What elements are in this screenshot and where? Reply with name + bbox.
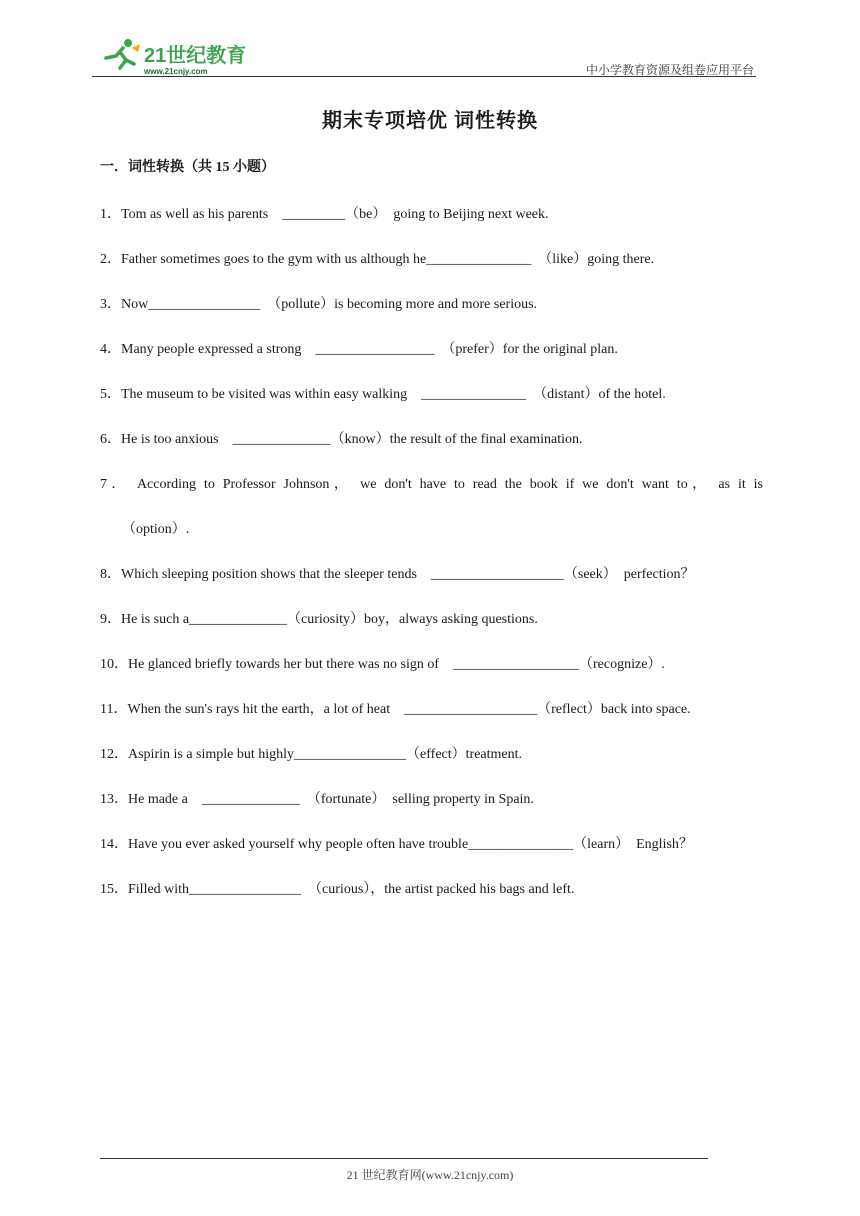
logo-url: www.21cnjy.com	[144, 67, 208, 76]
question-6: 6．He is too anxious ______________（know）the result of the final examination.	[100, 432, 583, 447]
question-2: 2．Father sometimes goes to the gym with us although he_______________ （like）going there.	[100, 252, 655, 267]
logo-text: 21世纪教育	[144, 45, 247, 67]
question-13: 13．He made a ______________ （fortunate） selling property in Spain.	[100, 792, 534, 807]
question-10: 10．He glanced briefly towards her but there was no sign of __________________（recognize）.	[100, 657, 665, 672]
header-platform-text: 中小学教育资源及组卷应用平台	[585, 63, 754, 77]
question-3: 3．Now________________ （pollute）is becoming more and more serious.	[100, 297, 538, 312]
section-heading: 一．词性转换（共 15 小题）	[100, 160, 275, 175]
question-4: 4．Many people expressed a strong _________________ （prefer）for the original plan.	[100, 342, 618, 357]
logo	[92, 34, 262, 78]
header-divider	[92, 76, 756, 77]
question-1: 1．Tom as well as his parents _________（be） going to Beijing next week.	[100, 207, 549, 222]
question-5: 5．The museum to be visited was within easy walking _______________ （distant）of the hotel.	[100, 387, 666, 402]
question-9: 9．He is such a______________（curiosity）boy，always asking questions.	[100, 612, 538, 627]
page-title: 期末专项培优 词性转换	[322, 110, 538, 132]
question-7-line2: （option）.	[122, 522, 190, 537]
question-14: 14．Have you ever asked yourself why people often have trouble_______________（learn） English？	[100, 837, 693, 852]
question-8: 8．Which sleeping position shows that the sleeper tends ___________________（seek） perfection？	[100, 567, 695, 582]
question-12: 12．Aspirin is a simple but highly________________（effect）treatment.	[100, 747, 523, 762]
footer-divider	[100, 1158, 708, 1159]
page-header	[92, 30, 756, 80]
question-11: 11．When the sun's rays hit the earth，a lot of heat ___________________（reflect）back into space.	[100, 702, 691, 717]
footer-text: 21 世纪教育网(www.21cnjy.com)	[346, 1168, 514, 1182]
runner-icon	[106, 39, 140, 68]
question-15: 15．Filled with________________ （curious），the artist packed his bags and left.	[100, 882, 575, 897]
question-7-line1: 7． According to Professor Johnson， we don't have to read the book if we don't want to， as it is	[100, 477, 763, 492]
